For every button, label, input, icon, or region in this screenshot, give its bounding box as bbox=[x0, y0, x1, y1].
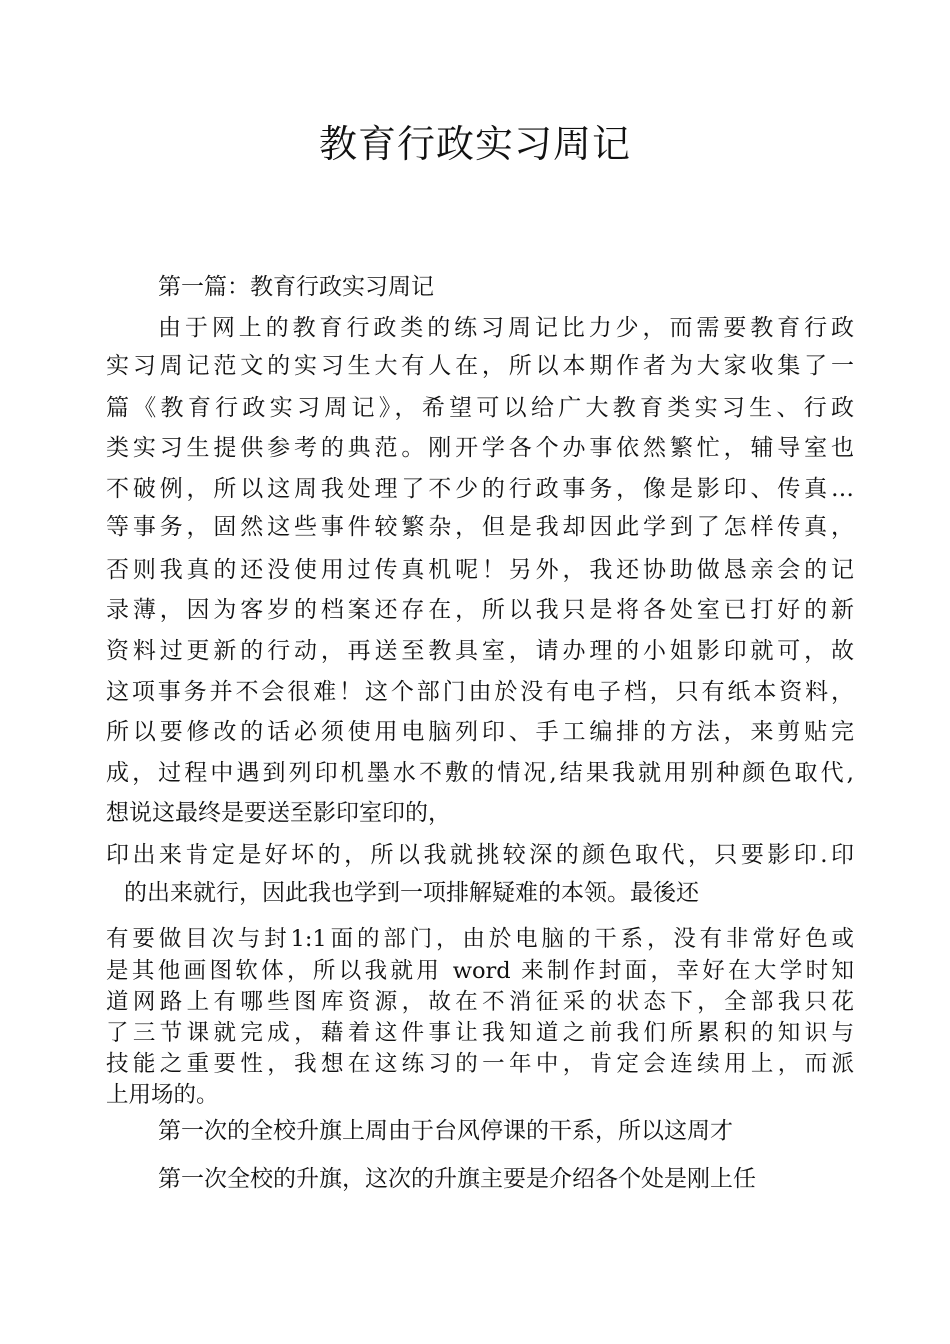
section-heading: 第一篇：教育行政实习周记 bbox=[158, 274, 434, 300]
paragraph-line: 的出来就行，因此我也学到一项排解疑难的本领。最後还 bbox=[124, 880, 699, 906]
paragraph-line: 上用场的。 bbox=[106, 1082, 219, 1108]
paragraph-line: 这项事务并不会很难！这个部门由於没有电子档，只有纸本资料， bbox=[106, 679, 854, 705]
paragraph-line: 篇《教育行政实习周记》，希望可以给广大教育类实习生、行政 bbox=[106, 395, 854, 421]
paragraph-line: 实习周记范文的实习生大有人在，所以本期作者为大家收集了一 bbox=[106, 353, 854, 379]
paragraph-line: 印出来肯定是好坏的，所以我就挑较深的颜色取代，只要影印.印 bbox=[106, 842, 854, 868]
paragraph-line: 想说这最终是要送至影印室印的， bbox=[106, 800, 451, 826]
paragraph-line: 不破例，所以这周我处理了不少的行政事务，像是影印、传真… bbox=[106, 476, 854, 502]
paragraph-line: 资料过更新的行动，再送至教具室，请办理的小姐影印就可，故 bbox=[106, 638, 854, 664]
paragraph-line: 技能之重要性，我想在这练习的一年中，肯定会连续用上，而派 bbox=[106, 1051, 854, 1077]
document-title: 教育行政实习周记 bbox=[318, 122, 631, 166]
paragraph-line: 是其他画图软体，所以我就用 word 来制作封面，幸好在大学时知 bbox=[106, 958, 854, 984]
paragraph-line: 第一次全校的升旗，这次的升旗主要是介绍各个处是刚上任 bbox=[158, 1166, 756, 1192]
paragraph-line: 类实习生提供参考的典范。刚开学各个办事依然繁忙，辅导室也 bbox=[106, 435, 854, 461]
paragraph-line: 成，过程中遇到列印机墨水不敷的情况,结果我就用别种颜色取代, bbox=[106, 760, 854, 786]
paragraph-line: 所以要修改的话必须使用电脑列印、手工编排的方法，来剪贴完 bbox=[106, 719, 854, 745]
paragraph-line: 了三节课就完成，藉着这件事让我知道之前我们所累积的知识与 bbox=[106, 1020, 854, 1046]
paragraph-line: 录薄，因为客岁的档案还存在，所以我只是将各处室已打好的新 bbox=[106, 597, 854, 623]
paragraph-line: 道网路上有哪些图库资源，故在不消征采的状态下，全部我只花 bbox=[106, 989, 854, 1015]
paragraph-line: 否则我真的还没使用过传真机呢！另外，我还协助做恳亲会的记 bbox=[106, 557, 854, 583]
paragraph-line: 第一次的全校升旗上周由于台风停课的干系，所以这周才 bbox=[158, 1118, 733, 1144]
paragraph-line: 等事务，固然这些事件较繁杂，但是我却因此学到了怎样传真， bbox=[106, 514, 854, 540]
paragraph-line: 由于网上的教育行政类的练习周记比力少，而需要教育行政 bbox=[158, 315, 854, 341]
paragraph-line: 有要做目次与封1:1面的部门，由於电脑的干系，没有非常好色或 bbox=[106, 926, 854, 952]
